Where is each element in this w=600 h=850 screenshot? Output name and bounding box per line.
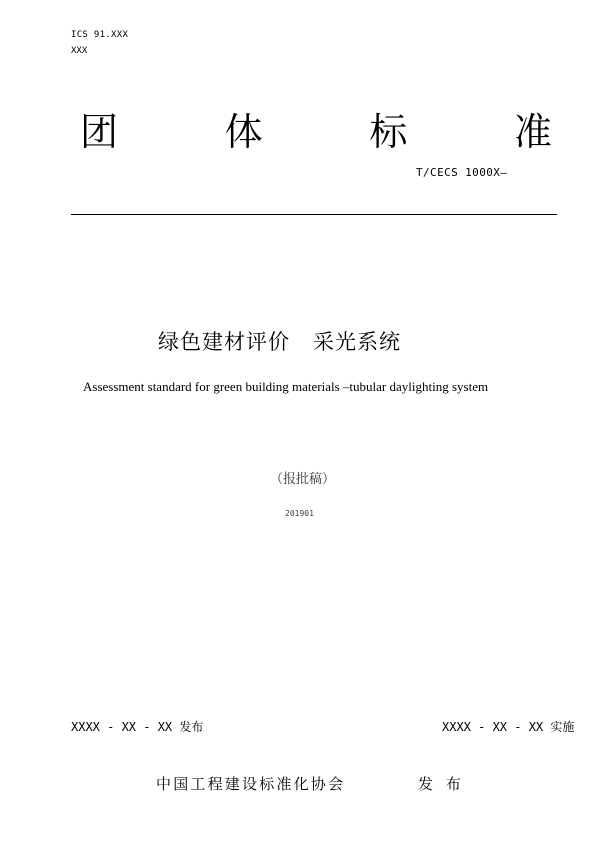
header-divider <box>71 214 557 215</box>
standard-title-char: 准 <box>513 110 552 154</box>
standard-title-char: 体 <box>224 110 263 154</box>
standard-number: T/CECS 1000X— <box>416 166 508 179</box>
ics-code: ICS 91.XXX <box>71 30 129 40</box>
document-title-chinese: 绿色建材评价 采光系统 <box>158 330 402 354</box>
issue-date: XXXX - XX - XX 发布 <box>71 720 204 734</box>
publish-label: 发 布 <box>418 775 465 793</box>
implementation-date: XXXX - XX - XX 实施 <box>442 720 575 734</box>
standard-title <box>80 108 552 156</box>
standard-title-char: 团 <box>80 110 119 154</box>
draft-date: 201901 <box>285 509 314 518</box>
draft-status-label: （报批稿） <box>270 472 336 487</box>
publisher-name: 中国工程建设标准化协会 <box>156 775 346 793</box>
document-title-english: Assessment standard for green building materials –tubular daylighting system <box>83 379 489 394</box>
standard-title-char: 标 <box>369 110 408 154</box>
classification-code: XXX <box>71 46 88 56</box>
